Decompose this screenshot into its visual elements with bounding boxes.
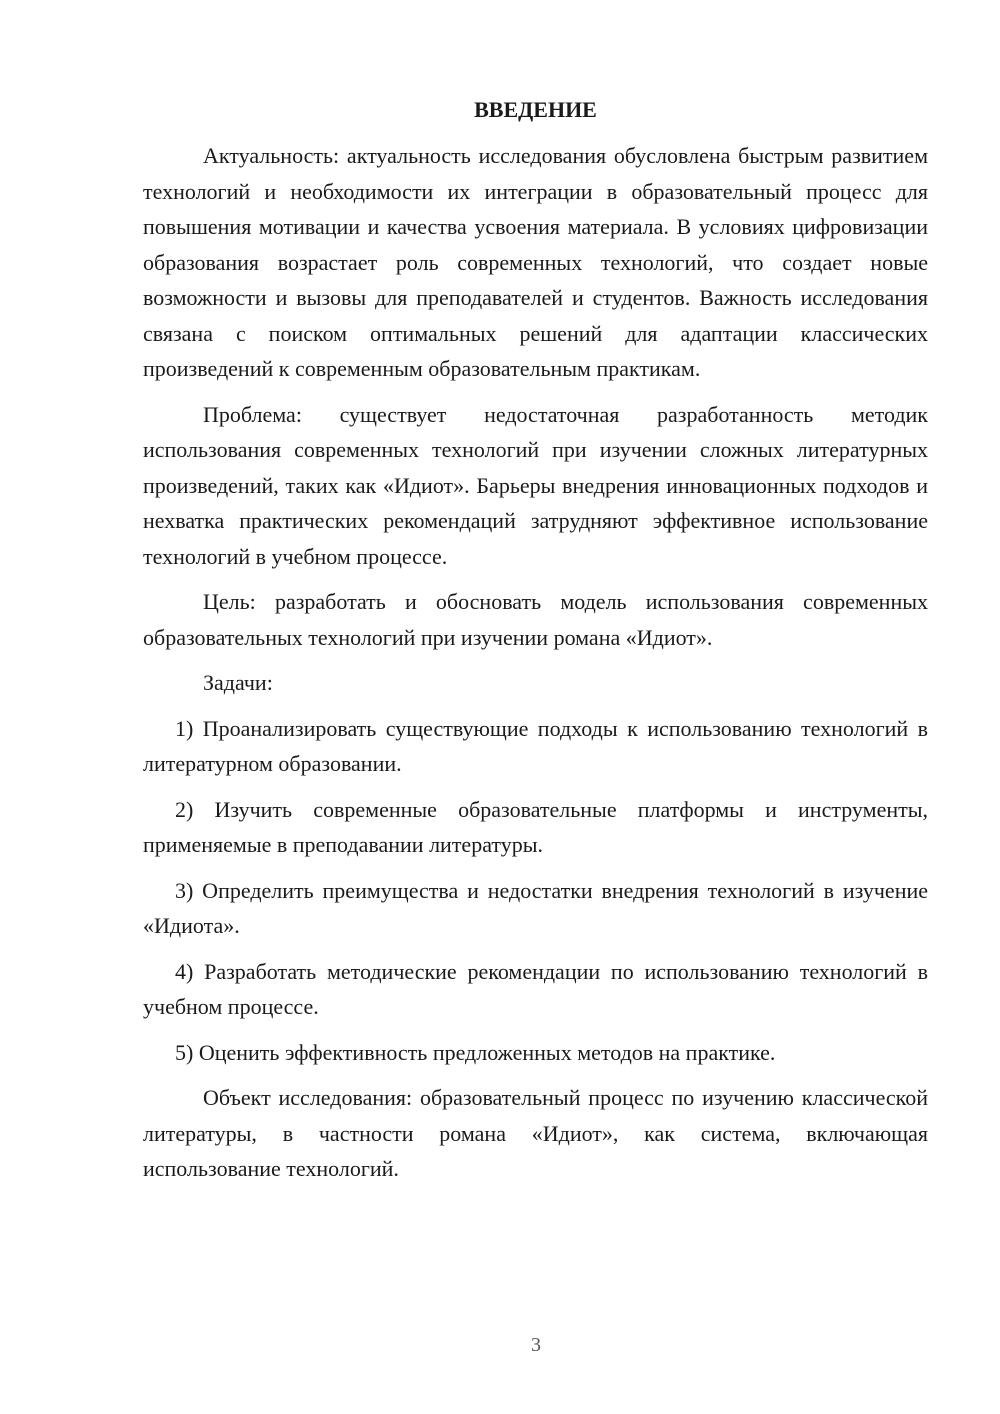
section-title: ВВЕДЕНИЕ <box>474 97 597 122</box>
page-content <box>143 96 928 1197</box>
paragraph-goal: Цель: разработать и обосновать модель использования современных образовательных технологий при изучении романа «Идиот». <box>143 589 928 650</box>
task-item-3: 3) Определить преимущества и недостатки внедрения технологий в изучение «Идиота». <box>143 877 928 938</box>
page-number: 3 <box>531 1334 541 1356</box>
paragraph-problem: Проблема: существует недостаточная разработанность методик использования современных технологий при изучении сложных литературных произведений, таких как «Идиот». Барьеры внедрения инновационных подходов и нехватка практических рекомендаций затрудняют эффективное использование технологий в учебном процессе. <box>143 401 928 569</box>
paragraph-relevance: Актуальность: актуальность исследования обусловлена быстрым развитием технологий и необходимости их интеграции в образовательный процесс для повышения мотивации и качества усвоения материала. В условиях цифровизации образования возрастает роль современных технологий, что создает новые возможности и вызовы для преподавателей и студентов. Важность исследования связана с поиском оптимальных решений для адаптации классических произведений к современным образовательным практикам. <box>143 143 928 381</box>
task-item-2: 2) Изучить современные образовательные платформы и инструменты, применяемые в преподавании литературы. <box>143 796 928 857</box>
tasks-heading: Задачи: <box>203 670 273 695</box>
paragraph-object: Объект исследования: образовательный процесс по изучению классической литературы, в частности романа «Идиот», как система, включающая использование технологий. <box>143 1085 928 1181</box>
task-item-4: 4) Разработать методические рекомендации по использованию технологий в учебном процессе. <box>143 958 928 1019</box>
task-item-1: 1) Проанализировать существующие подходы к использованию технологий в литературном образовании. <box>143 715 928 776</box>
task-item-5: 5) Оценить эффективность предложенных методов на практике. <box>175 1039 776 1065</box>
